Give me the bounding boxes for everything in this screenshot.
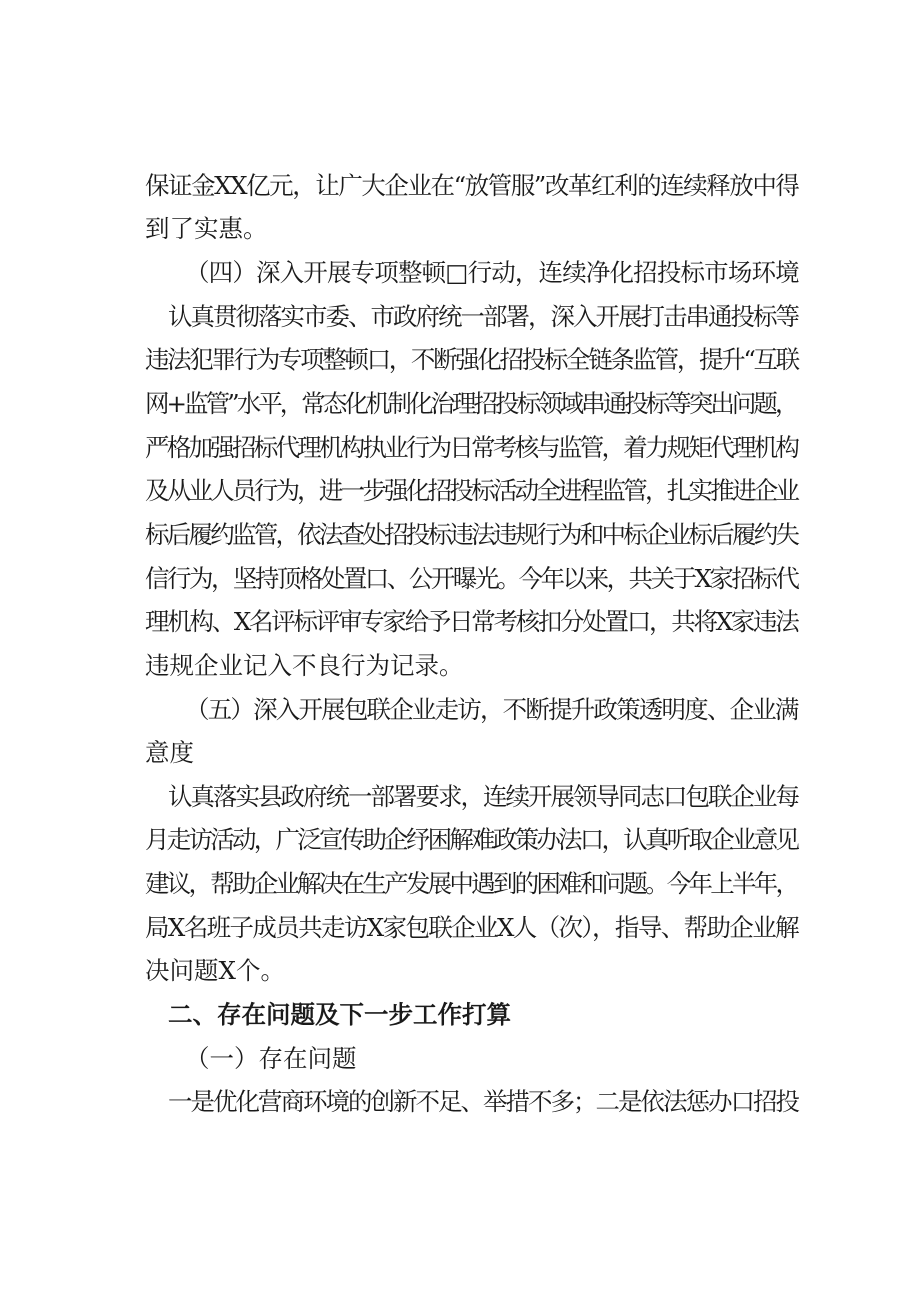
body-text-line <box>0 559 920 599</box>
line-text: 信行为，坚持顶格处置口、公开曝光。今年以来，共关于X家招标代 <box>145 564 798 593</box>
line-text: 建议，帮助企业解决在生产发展中遇到的困难和问题。今年上半年， <box>145 869 798 898</box>
body-text-line <box>0 908 920 948</box>
heading-text: 意度 <box>145 738 194 767</box>
body-text-line <box>0 471 920 511</box>
body-text-line <box>0 515 920 555</box>
line-text: 网+监管”水平，常态化机制化治理招投标领域串通投标等突出问题， <box>145 389 797 418</box>
body-text-line <box>0 820 920 860</box>
body-text-line <box>0 864 920 904</box>
subsection-heading <box>0 1039 920 1079</box>
line-text: 及从业人员行为，进一步强化招投标活动全进程监管，扎实推进企业 <box>145 476 798 505</box>
line-text: 理机构、X名评标评审专家给予日常考核扣分处置口，共将X家违法 <box>145 607 798 636</box>
chapter-heading <box>0 995 920 1035</box>
line-text: 决问题X个。 <box>145 956 285 985</box>
body-text-line <box>0 209 920 249</box>
line-text: 违规企业记入不良行为记录。 <box>145 651 464 680</box>
line-text: 到了实惠。 <box>145 214 268 243</box>
body-text-line <box>0 646 920 686</box>
line-text: 认真落实县政府统一部署要求，连续开展领导同志口包联企业每 <box>168 782 798 811</box>
body-text-line <box>0 166 920 206</box>
line-text: 标后履约监管，依法查处招投标违法违规行为和中标企业标后履约失 <box>145 520 798 549</box>
line-text: 保证金XX亿元，让广大企业在“放管服”改革红利的连续释放中得 <box>145 171 799 200</box>
line-text: 一是优化营商环境的创新不足、举措不多；二是依法惩办口招投 <box>168 1087 798 1116</box>
heading-text: （一）存在问题 <box>185 1044 357 1073</box>
body-text-line <box>0 297 920 337</box>
section-heading-5-cont <box>0 733 920 773</box>
body-text-line <box>0 602 920 642</box>
heading-text: （五）深入开展包联企业走访，不断提升政策透明度、企业满 <box>185 695 798 724</box>
line-text: 违法犯罪行为专项整顿口，不断强化招投标全链条监管，提升“互联 <box>145 345 798 374</box>
body-text-line <box>0 777 920 817</box>
section-heading-5 <box>0 690 920 730</box>
line-text: 月走访活动，广泛宣传助企纾困解难政策办法口，认真听取企业意见 <box>145 825 798 854</box>
line-text: 局X名班子成员共走访X家包联企业X人（次），指导、帮助企业解 <box>145 913 798 942</box>
line-text: 认真贯彻落实市委、市政府统一部署，深入开展打击串通投标等 <box>168 302 798 331</box>
body-text-line <box>0 340 920 380</box>
heading-text: 二、存在问题及下一步工作打算 <box>168 1000 511 1029</box>
line-text: 严格加强招标代理机构执业行为日常考核与监管，着力规矩代理机构 <box>145 433 798 462</box>
section-heading-4 <box>0 253 920 293</box>
heading-text: （四）深入开展专项整顿□行动，连续净化招投标市场环境 <box>185 258 799 287</box>
body-text-line <box>0 384 920 424</box>
body-text-line <box>0 1082 920 1122</box>
body-text-line <box>0 428 920 468</box>
body-text-line <box>0 951 920 991</box>
